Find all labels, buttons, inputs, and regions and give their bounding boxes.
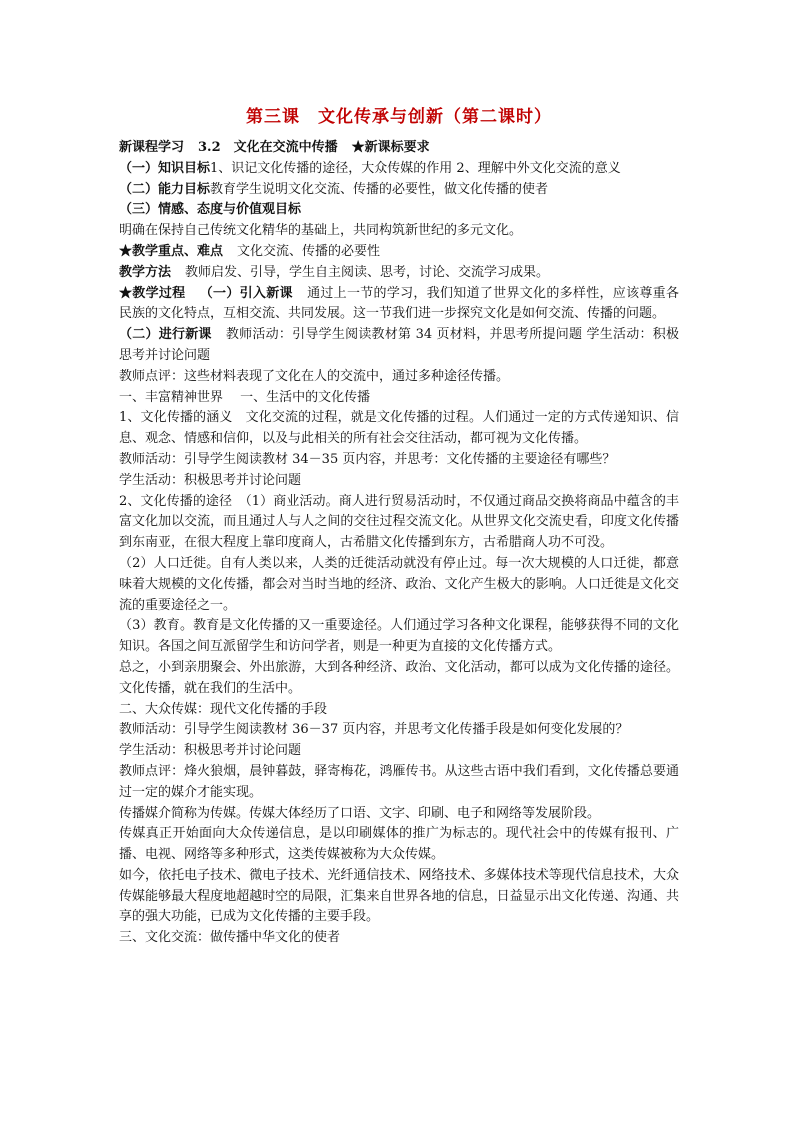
ability-objective-label: （二）能力目标 <box>119 181 211 197</box>
document-page <box>119 104 679 949</box>
paragraph: 1、文化传播的涵义 文化交流的过程，就是文化传播的过程。人们通过一定的方式传递知识、信息、观念、情感和信仰，以及与此相关的所有社会交往活动，都可视为文化传播。 <box>119 410 679 447</box>
section-heading: 二、大众传媒：现代文化传播的手段 <box>119 701 328 717</box>
knowledge-objective-text: 1、识记文化传播的途径，大众传媒的作用 2、理解中外文化交流的意义 <box>210 160 621 176</box>
paragraph: 2、文化传播的途径 （1）商业活动。商人进行贸易活动时，不仅通过商品交换将商品中蕴含的丰富文化加以交流，而且通过人与人之间的交往过程交流文化。从世界文化交流史看，印度文化传播到东南亚，在很大程度上靠印度商人，古希腊文化传播到东方，古希腊商人功不可没。 <box>119 493 679 551</box>
new-lesson-text: 教师活动：引导学生阅读教材第 34 页材料，并思考所提问题 学生活动：积极思考并讨论问题 <box>119 327 679 363</box>
teaching-method <box>119 263 679 284</box>
paragraph: 学生活动：积极思考并讨论问题 <box>119 472 302 488</box>
emotion-objective-label: （三）情感、态度与价值观目标 <box>119 202 302 218</box>
paragraph: 教师点评：烽火狼烟，晨钟暮鼓，驿寄梅花，鸿雁传书。从这些古语中我们看到，文化传播总要通过一定的媒介才能实现。 <box>119 763 679 800</box>
section-heading: 三、文化交流：做传播中华文化的使者 <box>119 930 341 946</box>
new-course-label: 新课程学习 <box>119 140 185 155</box>
knowledge-objective <box>119 159 679 180</box>
emotion-objective-text: 明确在保持自己传统文化精华的基础上，共同构筑新世纪的多元文化。 <box>119 223 523 239</box>
teaching-process-label: ★教学过程 <box>119 285 186 301</box>
standard-requirements-label: ★新课标要求 <box>351 140 430 155</box>
paragraph: 如今，依托电子技术、微电子技术、光纤通信技术、网络技术、多媒体技术等现代信息技术，大众传媒能够最大程度地超越时空的局限，汇集来自世界各地的信息，日益显示出文化传递、沟通、共享的强大功能，已成为文化传播的主要手段。 <box>119 867 679 925</box>
paragraph: 传播媒介简称为传媒。传媒大体经历了口语、文字、印刷、电子和网络等发展阶段。 <box>119 805 601 821</box>
new-lesson <box>119 325 679 367</box>
lesson-number: 3.2 文化在交流中传播 <box>198 140 338 155</box>
section-heading: 一、丰富精神世界 一、生活中的文化传播 <box>119 389 371 405</box>
paragraph: 教师活动：引导学生阅读教材 36－37 页内容，并思考文化传播手段是如何变化发展的？ <box>119 722 629 738</box>
ability-objective-text: 教育学生说明文化交流、传播的必要性，做文化传播的使者 <box>210 181 549 197</box>
intro-label: （一）引入新课 <box>199 285 293 301</box>
paragraph: 传媒真正开始面向大众传递信息，是以印刷媒体的推广为标志的。现代社会中的传媒有报刊、广播、电视、网络等多种形式，这类传媒被称为大众传媒。 <box>119 826 679 863</box>
intro-text: 通过上一节的学习，我们知道了世界文化的多样性，应该尊重各民族的文化特点，互相交流、共同发展。这一节我们进一步探究文化是如何交流、传播的问题。 <box>119 285 679 322</box>
knowledge-objective-label: （一）知识目标 <box>119 160 211 176</box>
paragraph: 总之，小到亲朋聚会、外出旅游，大到各种经济、政治、文化活动，都可以成为文化传播的途径。文化传播，就在我们的生活中。 <box>119 659 679 696</box>
teaching-method-label: 教学方法 <box>119 264 172 280</box>
emotion-objective-heading <box>119 200 679 221</box>
teaching-focus-label: ★教学重点、难点 <box>119 243 224 259</box>
teaching-focus <box>119 242 679 263</box>
paragraph: （2）人口迁徙。自有人类以来，人类的迁徙活动就没有停止过。每一次大规模的人口迁徙，都意味着大规模的文化传播，都会对当时当地的经济、政治、文化产生极大的影响。人口迁徙是文化交流的重要途径之一。 <box>119 555 679 613</box>
new-lesson-label: （二）进行新课 <box>119 327 212 343</box>
paragraph: 教师活动：引导学生阅读教材 34－35 页内容，并思考：文化传播的主要途径有哪些？ <box>119 451 616 467</box>
paragraph: （3）教育。教育是文化传播的又一重要途径。人们通过学习各种文化课程，能够获得不同的文化知识。各国之间互派留学生和访问学者，则是一种更为直接的文化传播方式。 <box>119 618 679 655</box>
teaching-method-text: 教师启发、引导，学生自主阅读、思考，讨论、交流学习成果。 <box>185 264 550 280</box>
paragraph: 学生活动：积极思考并讨论问题 <box>119 743 302 759</box>
ability-objective <box>119 180 679 201</box>
course-header-line <box>119 138 679 159</box>
document-title: 第三课 文化传承与创新（第二课时） <box>246 107 552 127</box>
teaching-focus-text: 文化交流、传播的必要性 <box>237 243 381 259</box>
paragraph: 教师点评：这些材料表现了文化在人的交流中，通过多种途径传播。 <box>119 368 510 384</box>
teaching-process-intro <box>119 284 679 326</box>
